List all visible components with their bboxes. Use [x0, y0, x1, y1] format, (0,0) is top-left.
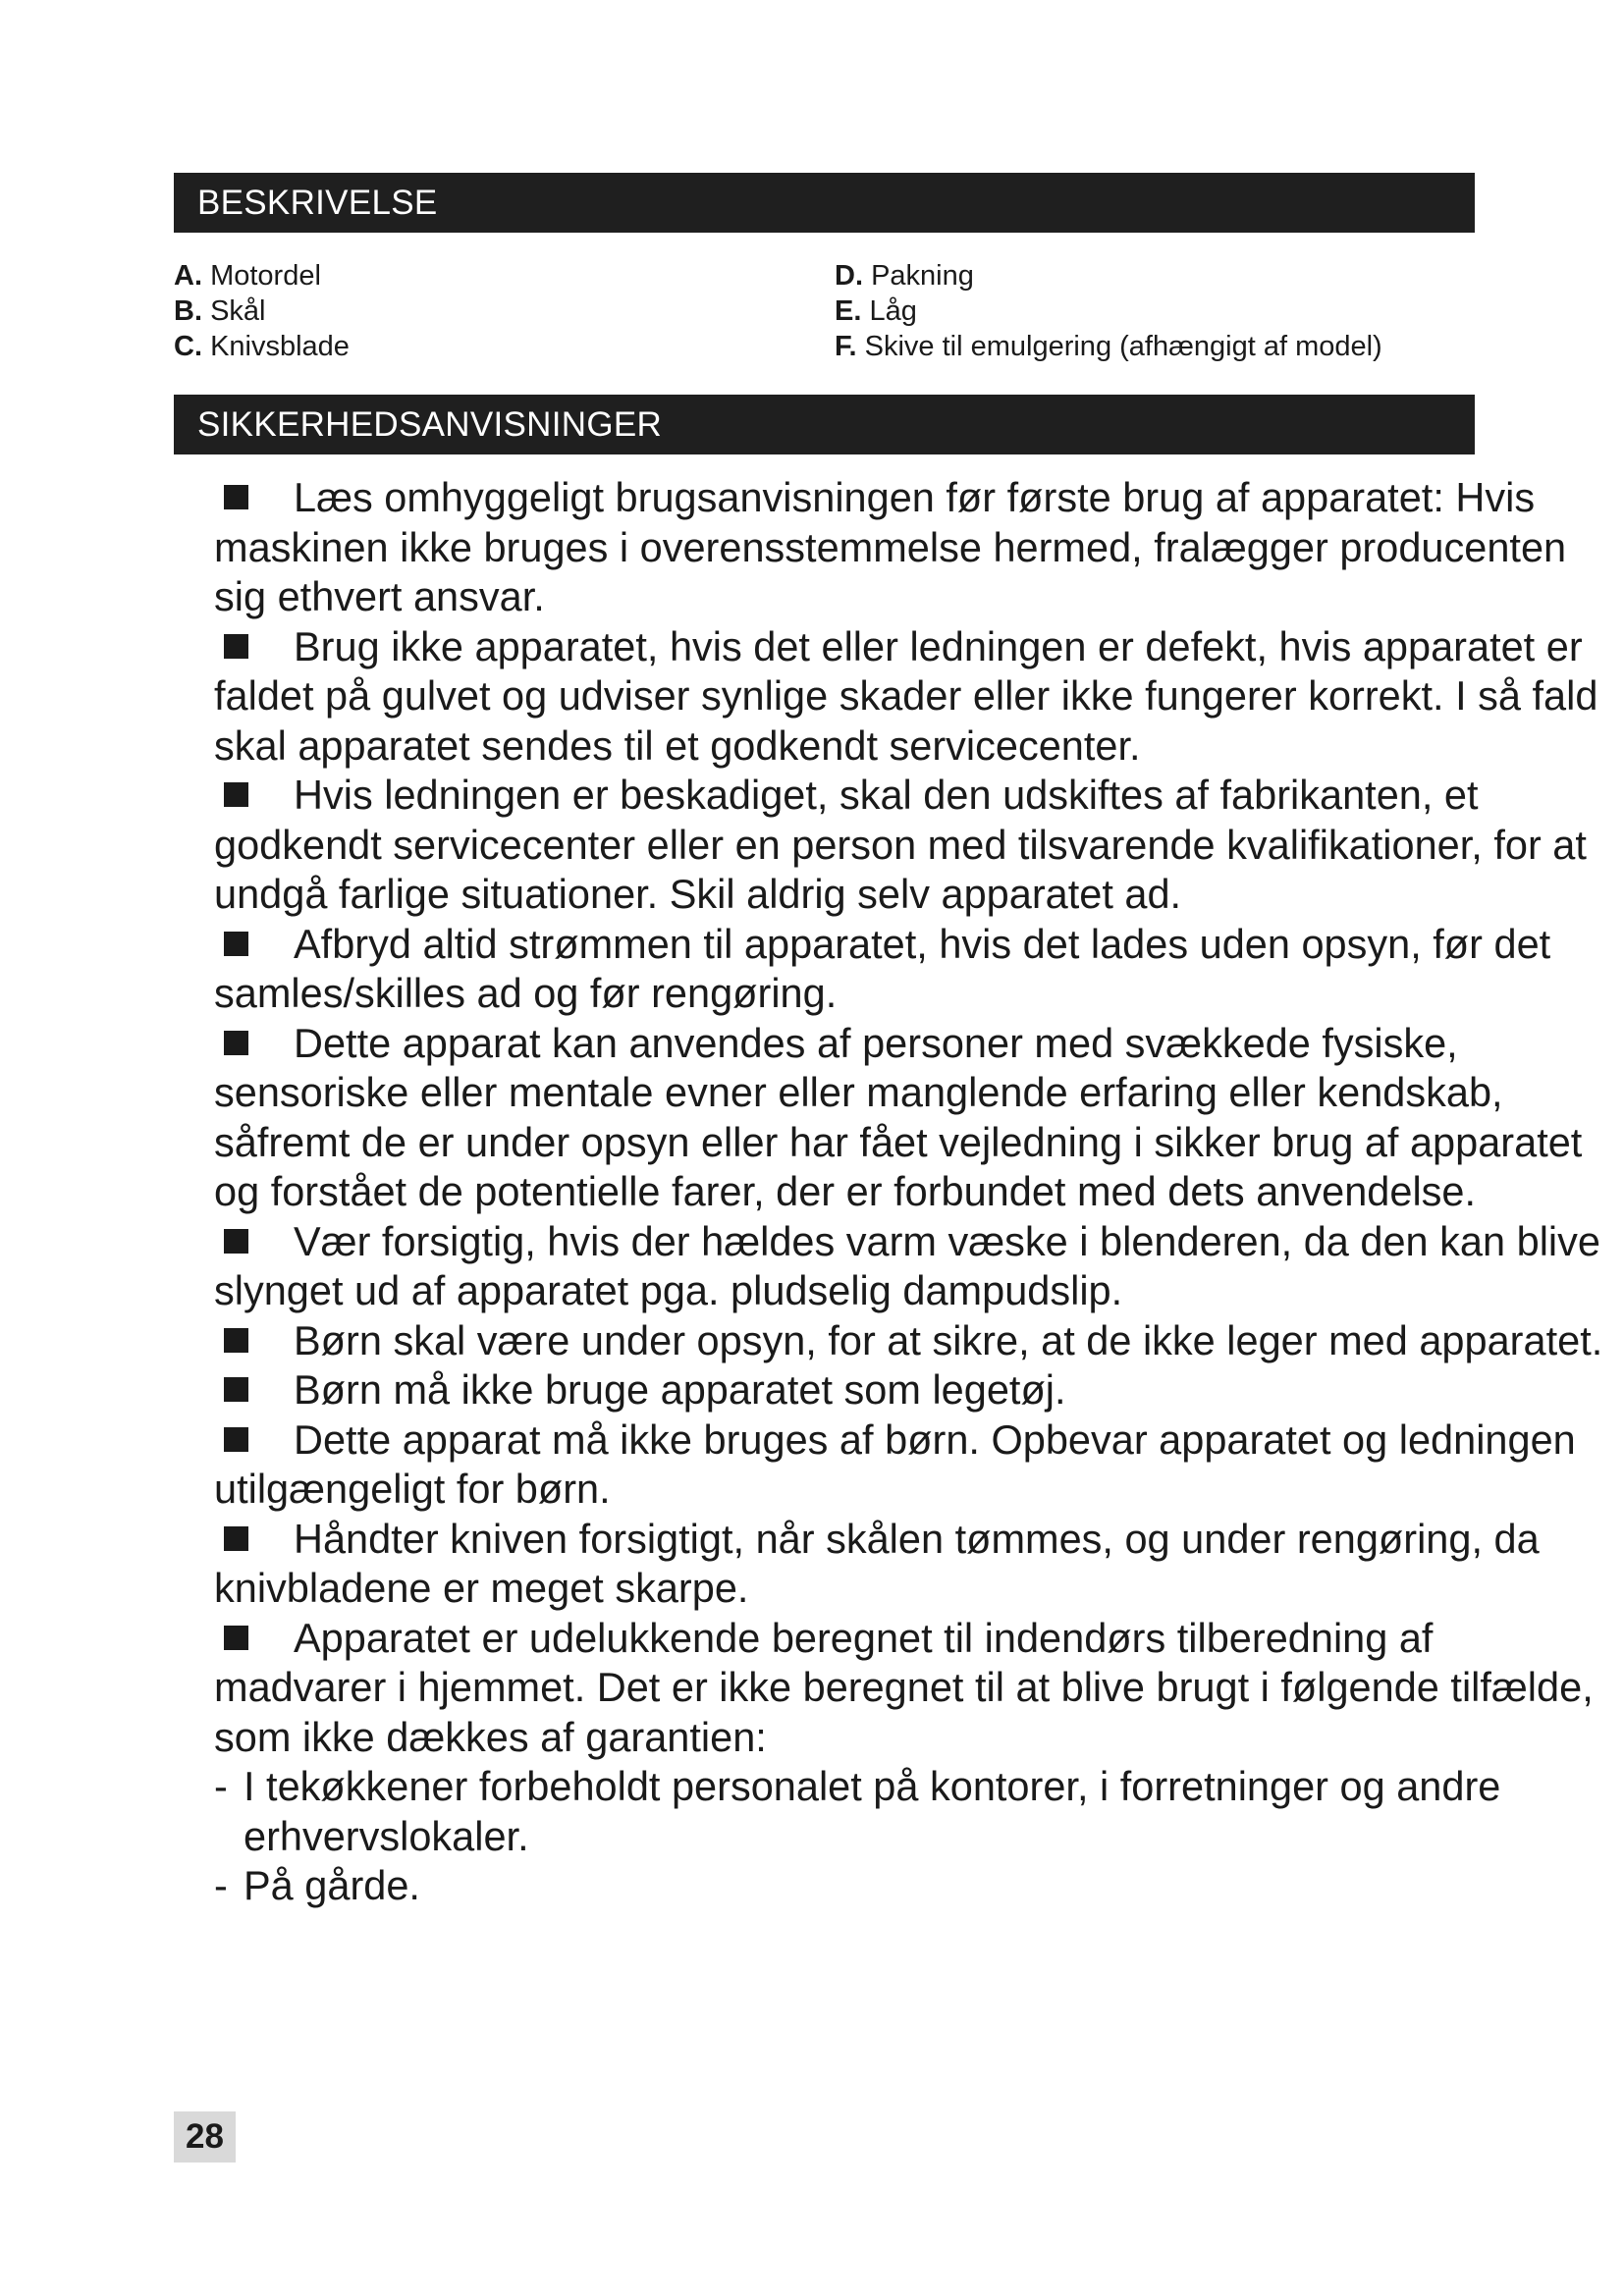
part-letter: C.	[174, 331, 202, 362]
square-bullet-icon	[224, 1229, 248, 1254]
square-bullet-icon	[224, 1031, 248, 1055]
part-item	[174, 294, 350, 329]
safety-item-text: Vær forsigtig, hvis der hældes varm væske i blenderen, da den kan blive slynget ud af apparatet pga. pludselig dampudslip.	[214, 1217, 1600, 1313]
part-item	[835, 294, 1382, 329]
safety-item-text: Børn må ikke bruge apparatet som legetøj.	[294, 1366, 1066, 1413]
safety-item-text: Apparatet er udelukkende beregnet til indendørs tilberedning af madvarer i hjemmet. Det er ikke beregnet til at blive brugt i følgende tilfælde, som ikke dækkes af garantien:	[214, 1614, 1594, 1760]
part-label: Motordel	[210, 260, 321, 292]
safety-item	[214, 1217, 1608, 1316]
part-item	[174, 329, 350, 364]
safety-item	[214, 473, 1608, 622]
dash-marker: -	[214, 1763, 228, 1809]
safety-item	[214, 1515, 1608, 1614]
part-label: Låg	[869, 295, 917, 327]
safety-item	[214, 1614, 1608, 1763]
section-header-description: BESKRIVELSE	[174, 173, 1475, 233]
safety-item	[214, 771, 1608, 920]
safety-item-text: Afbryd altid strømmen til apparatet, hvis det lades uden opsyn, før det samles/skilles ad og før rengøring.	[214, 920, 1551, 1016]
square-bullet-icon	[224, 1427, 248, 1452]
safety-item	[214, 1019, 1608, 1217]
safety-subitem	[214, 1762, 1608, 1861]
square-bullet-icon	[224, 634, 248, 659]
part-letter: B.	[174, 295, 202, 327]
safety-instructions	[214, 473, 1608, 1911]
safety-item-text: Læs omhyggeligt brugsanvisningen før første brug af apparatet: Hvis maskinen ikke bruges i overensstemmelse hermed, fralægger producenten sig ethvert ansvar.	[214, 474, 1567, 619]
part-label: Knivsblade	[210, 331, 350, 362]
square-bullet-icon	[224, 485, 248, 509]
safety-subitem	[214, 1861, 1608, 1911]
safety-item	[214, 920, 1608, 1019]
part-letter: E.	[835, 295, 862, 327]
square-bullet-icon	[224, 782, 248, 807]
part-letter: A.	[174, 260, 202, 292]
part-item	[174, 258, 350, 294]
safety-item	[214, 1415, 1608, 1515]
square-bullet-icon	[224, 1526, 248, 1551]
parts-list-left	[174, 258, 350, 364]
page-number: 28	[174, 2111, 236, 2163]
part-item	[835, 329, 1382, 364]
safety-subitem-text: I tekøkkener forbeholdt personalet på kontorer, i forretninger og andre erhvervslokaler.	[244, 1763, 1501, 1859]
part-label: Pakning	[871, 260, 974, 292]
dash-marker: -	[214, 1862, 228, 1908]
part-letter: D.	[835, 260, 863, 292]
part-item	[835, 258, 1382, 294]
safety-item	[214, 1316, 1608, 1366]
part-label: Skive til emulgering (afhængigt af model)	[864, 331, 1382, 362]
square-bullet-icon	[224, 1328, 248, 1353]
square-bullet-icon	[224, 1626, 248, 1650]
parts-list-right	[835, 258, 1382, 364]
safety-item-text: Brug ikke apparatet, hvis det eller ledningen er defekt, hvis apparatet er faldet på gulvet og udviser synlige skader eller ikke fungerer korrekt. I så fald skal apparatet sendes til et godkendt servicecenter.	[214, 622, 1598, 769]
safety-item-text: Dette apparat kan anvendes af personer med svækkede fysiske, sensoriske eller mentale evner eller manglende erfaring eller kendskab, såfremt de er under opsyn eller har fået vejledning i sikker brug af apparatet og forstået de potentielle farer, der er forbundet med dets anvendelse.	[214, 1019, 1583, 1214]
safety-item-text: Hvis ledningen er beskadiget, skal den udskiftes af fabrikanten, et godkendt servicecenter eller en person med tilsvarende kvalifikationer, for at undgå farlige situationer. Skil aldrig selv apparatet ad.	[214, 772, 1587, 917]
part-label: Skål	[210, 295, 266, 327]
safety-item-text: Håndter kniven forsigtigt, når skålen tømmes, og under rengøring, da knivbladene er meget skarpe.	[214, 1515, 1540, 1611]
safety-item	[214, 622, 1608, 772]
safety-subitem-text: På gårde.	[244, 1862, 420, 1908]
section-header-safety: SIKKERHEDSANVISNINGER	[174, 395, 1475, 454]
safety-item-text: Dette apparat må ikke bruges af børn. Opbevar apparatet og ledningen utilgængeligt for børn.	[214, 1415, 1576, 1512]
square-bullet-icon	[224, 1377, 248, 1402]
safety-item-text: Børn skal være under opsyn, for at sikre, at de ikke leger med apparatet.	[294, 1316, 1603, 1363]
part-letter: F.	[835, 331, 857, 362]
safety-item	[214, 1365, 1608, 1415]
square-bullet-icon	[224, 932, 248, 956]
